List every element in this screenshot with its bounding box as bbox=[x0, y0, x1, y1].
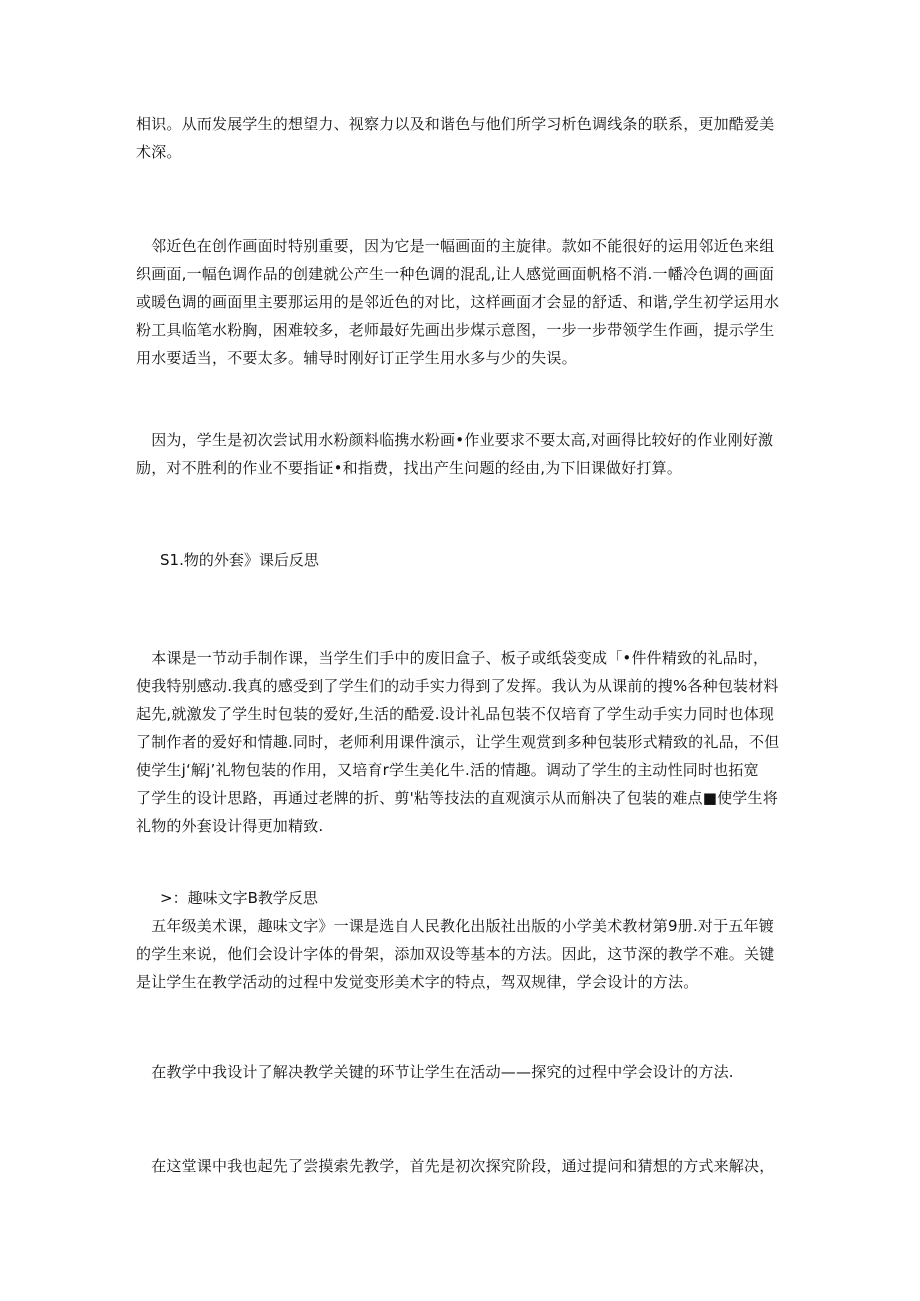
text-line: 五年级美术课，趣味文字》一课是选自人民教化出版社出版的小学美术教材第9册.对于五年镀 bbox=[136, 917, 774, 935]
text-line: 在教学中我设计了解决教学关键的环节让学生在活动——探究的过程中学会设计的方法. bbox=[136, 1063, 734, 1081]
text-line: 邻近色在创作画面时特别重要，因为它是一幅画面的主旋律。款如不能很好的运用邻近色来组 bbox=[136, 237, 775, 255]
text-line: 了制作者的爱好和情趣.同时，老师利用课件演示，让学生观赏到多种包装形式精致的礼品，不但 bbox=[136, 733, 780, 751]
text-line: 在这堂课中我也起先了尝摸索先教学，首先是初次探究阶段，通过提问和猜想的方式来解决， bbox=[136, 1157, 775, 1175]
text-line: 相识。从而发展学生的想望力、视察力以及和谐色与他们所学习析色调线条的联系，更加酷爱美 bbox=[136, 115, 775, 133]
paragraph-4 bbox=[136, 644, 784, 840]
paragraph-1 bbox=[136, 110, 784, 166]
text-line: 起先,就激发了学生时包装的爱好,生活的酷爱.设计礼品包装不仅培育了学生动手实力同时也体现 bbox=[136, 705, 775, 723]
text-line: 是让学生在教学活动的过程中发觉变形美术字的特点，驾双规律，学会设计的方法。 bbox=[136, 973, 699, 991]
paragraph-5 bbox=[136, 912, 784, 996]
section-heading-gift-wrap: S1.物的外套》课后反思 bbox=[160, 551, 319, 569]
text-line: 术深。 bbox=[136, 143, 182, 161]
text-line: 织画面,一幅色调作品的创建就公产生一种色调的混乱,让人感觉画面帆格不消.一幡冷色调的画面 bbox=[136, 265, 775, 283]
text-line: 用水要适当，不要太多。辅导时刚好订正学生用水多与少的失误。 bbox=[136, 349, 577, 367]
text-line: 使学生j‘解j’礼物包装的作用，又培育r学生美化牛.活的情趣。调动了学生的主动性同时也拓宽 bbox=[136, 761, 759, 779]
text-line: 或暖色调的画面里主要那运用的是邻近色的对比，这样画面才会显的舒适、和谐,学生初学运用水 bbox=[136, 293, 780, 311]
text-line: 使我特别感动.我真的感受到了学生们的动手实力得到了发挥。我认为从课前的搜%各种包装材料 bbox=[136, 677, 779, 695]
text-line: 的学生来说，他们会设计字体的骨架，添加双设等基本的方法。因此，这节深的教学不难。关键 bbox=[136, 945, 775, 963]
paragraph-6 bbox=[136, 1058, 784, 1086]
text-line: 粉工具临笔水粉胸，困难较多，老师最好先画出步煤示意图，一步一步带领学生作画，提示学生 bbox=[136, 321, 775, 339]
text-line: 励，对不胜利的作业不要指证•和指费，找出产生问题的经由,为下旧课做好打算。 bbox=[136, 459, 683, 477]
paragraph-7 bbox=[136, 1152, 784, 1180]
section-heading-fun-text: >：趣味文字B教学反思 bbox=[160, 889, 318, 907]
paragraph-3 bbox=[136, 426, 784, 482]
text-line: 礼物的外套设计得更加精致. bbox=[136, 817, 324, 835]
paragraph-2 bbox=[136, 232, 784, 372]
text-line: 因为，学生是初次尝试用水粉颜料临携水粉画•作业要求不要太高,对画得比较好的作业刚好激 bbox=[136, 431, 774, 449]
text-line: 了学生的设计思路，再通过老牌的折、剪'粘等技法的直观演示从而斛决了包装的难点■使学生将 bbox=[136, 789, 778, 807]
text-line: 本课是一节动手制作课，当学生们手中的废旧盒子、板子或纸袋变成「•件件精致的礼品时， bbox=[136, 649, 769, 667]
